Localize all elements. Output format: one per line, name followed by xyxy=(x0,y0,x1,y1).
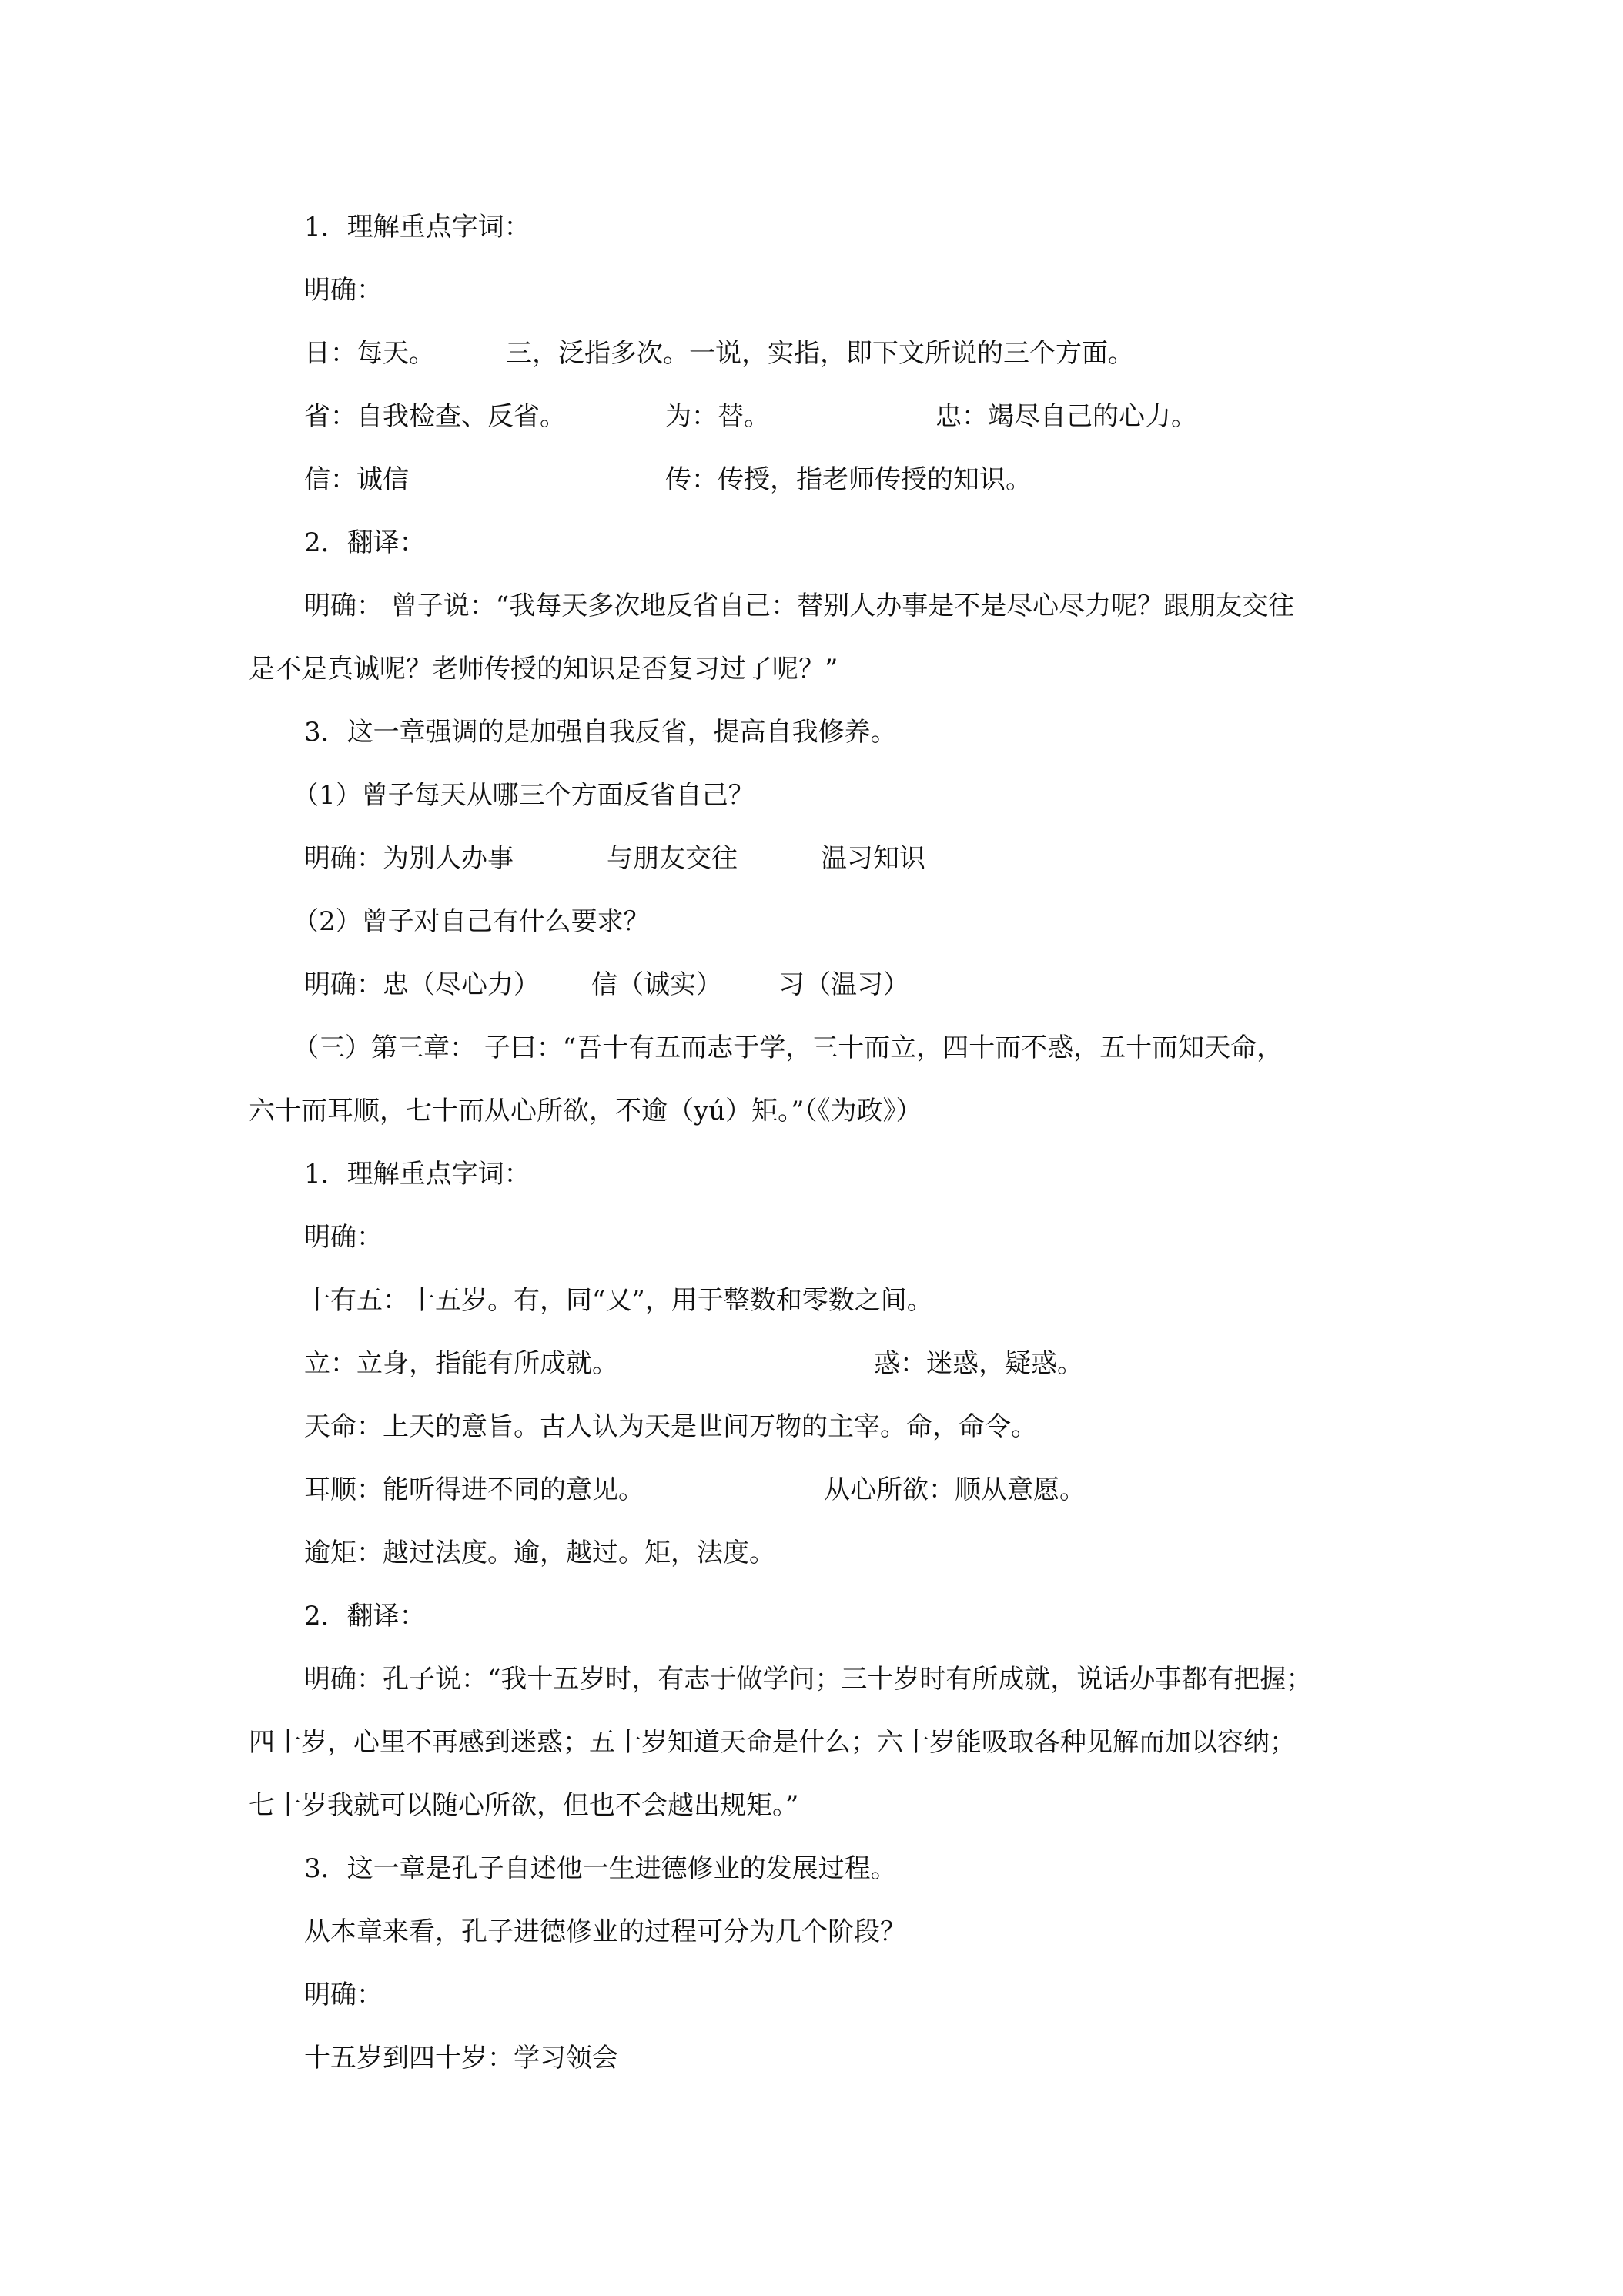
gloss-wei: 为：替。 xyxy=(665,401,770,432)
chapter-three-text: 六十而耳顺，七十而从心所欲，不逾（yú）矩。”（《为政》） xyxy=(249,1096,922,1126)
question-2: （2）曾子对自己有什么要求？ xyxy=(293,906,650,937)
gloss-ershun: 耳顺：能听得进不同的意见。 xyxy=(304,1474,644,1505)
gloss-row xyxy=(304,1474,1536,1506)
answer-1c: 温习知识 xyxy=(821,843,925,874)
chapter-theme: 3．这一章是孔子自述他一生进德修业的发展过程。 xyxy=(304,1853,897,1884)
gloss-xing: 省：自我检查、反省。 xyxy=(304,401,566,432)
gloss-yuju: 逾矩：越过法度。逾，越过。矩，法度。 xyxy=(304,1538,775,1568)
gloss-congxin: 从心所欲：顺从意愿。 xyxy=(824,1474,1086,1505)
translation-paragraph: 明确：孔子说：“我十五岁时，有志于做学问；三十岁时有所成就，说话办事都有把握； xyxy=(304,1664,1313,1695)
gloss-chuan: 传：传授，指老师传授的知识。 xyxy=(665,464,1032,495)
heading-translation: 2．翻译： xyxy=(304,1601,426,1632)
translation-paragraph: 七十岁我就可以随心所欲，但也不会越出规矩。” xyxy=(249,1790,799,1821)
translation-paragraph: 四十岁，心里不再感到迷惑；五十岁知道天命是什么；六十岁能吸取各种见解而加以容纳； xyxy=(249,1727,1296,1758)
gloss-huo: 惑：迷惑，疑惑。 xyxy=(874,1348,1083,1379)
heading-key-words: 1．理解重点字词： xyxy=(304,1159,530,1190)
gloss-tianming: 天命：上天的意旨。古人认为天是世间万物的主宰。命，命令。 xyxy=(304,1411,1037,1442)
translation-paragraph: 是不是真诚呢？老师传授的知识是否复习过了呢？” xyxy=(249,654,838,684)
heading-key-words: 1．理解重点字词： xyxy=(304,212,530,243)
answer-2c: 习（温习） xyxy=(778,969,909,1000)
gloss-row xyxy=(304,400,1536,433)
gloss-ri: 日：每天。 xyxy=(304,338,435,369)
chapter-theme: 3．这一章强调的是加强自我反省，提高自我修养。 xyxy=(304,717,897,748)
answer-label: 明确： xyxy=(304,275,383,306)
gloss-shiyouwu: 十有五：十五岁。有，同“又”，用于整数和零数之间。 xyxy=(304,1285,933,1316)
question-stages: 从本章来看，孔子进德修业的过程可分为几个阶段？ xyxy=(304,1916,906,1947)
answer-row xyxy=(304,969,1536,1001)
gloss-xin: 信：诚信 xyxy=(304,464,409,495)
chapter-three-text: （三）第三章： 子曰：“吾十有五而志于学，三十而立，四十而不惑，五十而知天命， xyxy=(293,1033,1283,1063)
gloss-row xyxy=(304,1347,1536,1380)
answer-2a: 明确：忠（尽心力） xyxy=(304,969,540,1000)
stage-1: 十五岁到四十岁：学习领会 xyxy=(304,2043,618,2073)
gloss-li: 立：立身，指能有所成就。 xyxy=(304,1348,618,1379)
answer-1b: 与朋友交往 xyxy=(607,843,738,874)
answer-label: 明确： xyxy=(304,1980,383,2010)
answer-row xyxy=(304,842,1536,875)
answer-1a: 明确：为别人办事 xyxy=(304,843,514,874)
heading-translation: 2．翻译： xyxy=(304,527,426,558)
gloss-zhong: 忠：竭尽自己的心力。 xyxy=(935,401,1197,432)
question-1: （1）曾子每天从哪三个方面反省自己？ xyxy=(293,780,755,811)
gloss-san: 三，泛指多次。一说，实指，即下文所说的三个方面。 xyxy=(506,338,1134,369)
answer-label: 明确： xyxy=(304,1222,383,1253)
answer-2b: 信（诚实） xyxy=(591,969,722,1000)
gloss-row xyxy=(304,337,1536,370)
gloss-row xyxy=(304,464,1536,496)
translation-paragraph: 明确： 曾子说：“我每天多次地反省自己：替别人办事是不是尽心尽力呢？跟朋友交往 xyxy=(304,591,1295,621)
